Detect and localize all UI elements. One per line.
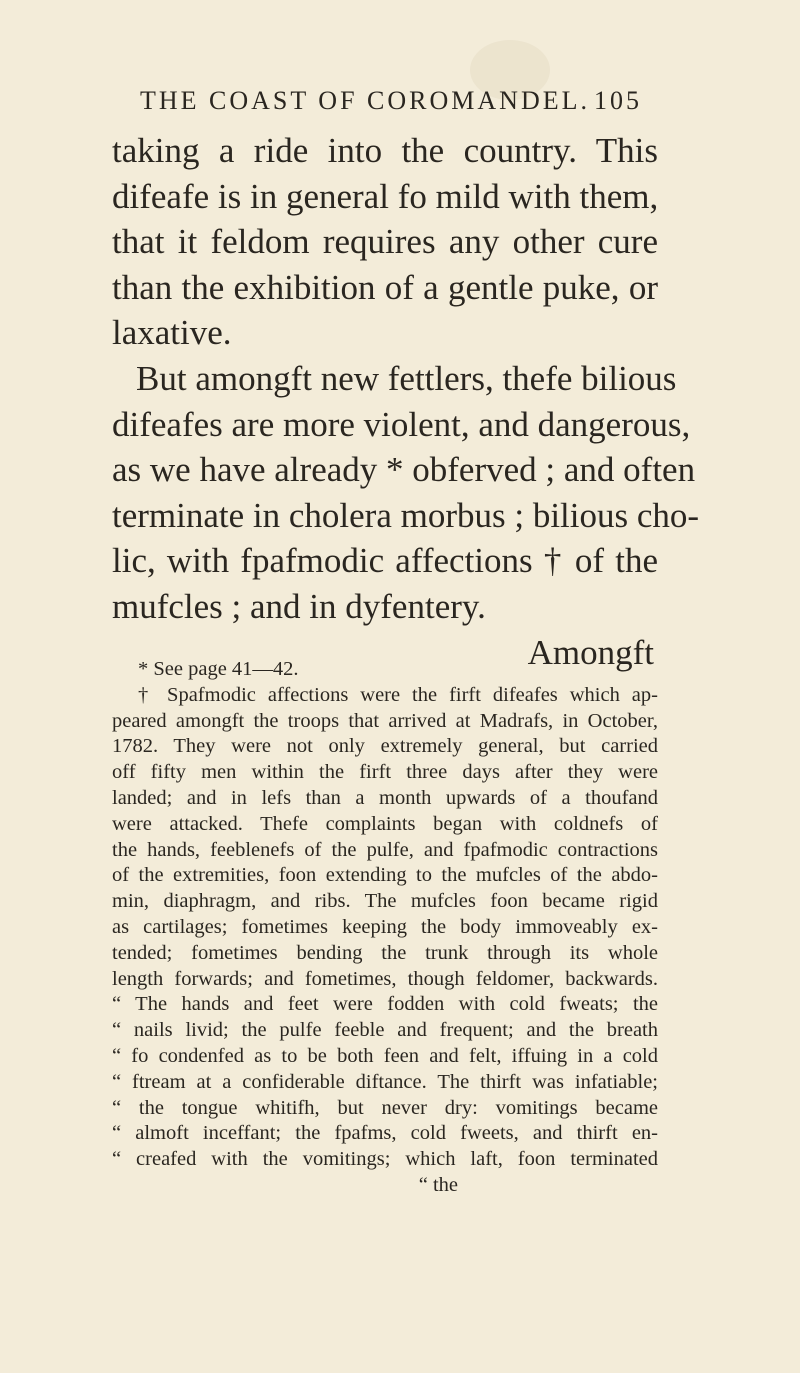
body-line: terminate in cholera morbus ; bilious cho-: [112, 495, 700, 535]
body-line: But amongft new fettlers, thefe bilious: [136, 358, 677, 398]
footnote-line: landed; and in lefs than a month upwards of a thoufand: [112, 786, 658, 809]
body-line: laxative.: [112, 313, 232, 353]
footnote-line: “ almoft inceffant; the fpafms, cold fweets, and thirft en-: [112, 1122, 658, 1145]
footnote-line: were attacked. Thefe complaints began with coldnefs of: [112, 812, 658, 835]
footnotes: [112, 657, 658, 1199]
body-line: difeafes are more violent, and dangerous,: [112, 404, 691, 444]
footnote-line: * See page 41—42.: [138, 658, 299, 680]
catchword: Amongft: [527, 632, 654, 672]
footnote-line: the hands, feeblenefs of the pulfe, and fpafmodic contractions: [112, 838, 658, 861]
footnote-line: of the extremities, foon extending to the mufcles of the abdo-: [112, 864, 658, 887]
body-line: mufcles ; and in dyfentery.: [112, 586, 486, 626]
body-line: than the exhibition of a gentle puke, or: [112, 267, 658, 307]
footnote-line: “ The hands and feet were fodden with cold fweats; the: [112, 993, 658, 1016]
footnote-line: “ the tongue whitifh, but never dry: vomitings became: [112, 1096, 658, 1119]
body-line: as we have already * obferved ; and often: [112, 450, 696, 490]
footnote-line: “ nails livid; the pulfe feeble and frequent; and the breath: [112, 1019, 658, 1042]
body-text: [112, 128, 700, 675]
body-line: difeafe is in general fo mild with them,: [112, 176, 659, 216]
footnote-catchword: “ the: [418, 1173, 458, 1196]
body-line: taking a ride into the country. This: [112, 131, 658, 170]
footnote-line: peared amongft the troops that arrived at Madrafs, in October,: [112, 709, 658, 732]
body-line: that it feldom requires any other cure: [112, 222, 658, 262]
footnote-line: as cartilages; fometimes keeping the body immoveably ex-: [112, 915, 658, 938]
running-head-title: THE COAST OF COROMANDEL.: [140, 86, 590, 115]
footnote-line: † Spafmodic affections were the firft difeafes which ap-: [138, 683, 658, 706]
footnote-line: min, diaphragm, and ribs. The mufcles foon became rigid: [112, 890, 658, 913]
running-head: [140, 86, 760, 120]
footnote-line: “ creafed with the vomitings; which laft, foon terminated: [112, 1148, 658, 1171]
footnote-line: “ ftream at a confiderable diftance. The thirft was infatiable;: [112, 1070, 658, 1093]
footnote-line: tended; fometimes bending the trunk through its whole: [112, 941, 658, 964]
footnote-line: length forwards; and fometimes, though feldomer, backwards.: [112, 967, 658, 990]
footnote-line: off fifty men within the firft three days after they were: [112, 761, 658, 784]
page-number: 105: [594, 86, 642, 115]
footnote-line: 1782. They were not only extremely general, but carried: [112, 735, 658, 758]
footnote-line: “ fo condenfed as to be both feen and felt, iffuing in a cold: [112, 1044, 658, 1067]
body-line: lic, with fpafmodic affections † of the: [112, 541, 658, 581]
